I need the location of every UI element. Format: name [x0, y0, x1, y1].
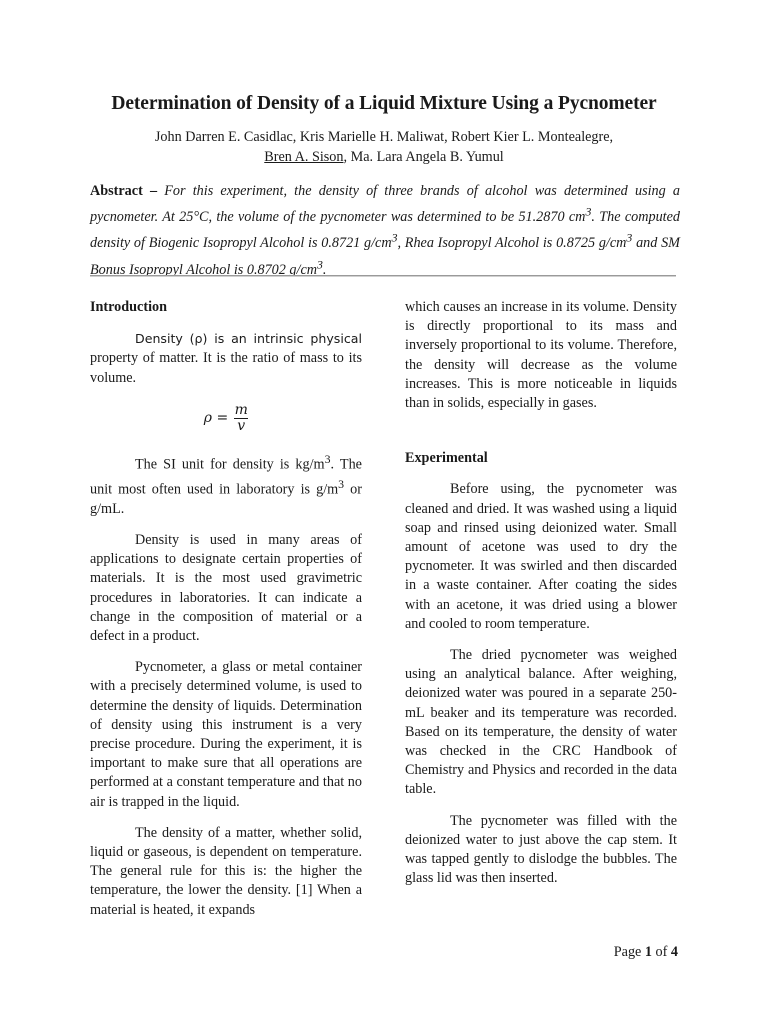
intro-paragraph-3: Density is used in many areas of applications to designate certain properties of materials. It is the most used gravimetric procedures in laboratories. It can indicate a change in the composition of material or a defect in a product.: [90, 531, 362, 644]
formula-numerator: m: [234, 402, 248, 419]
right-column: [405, 298, 677, 900]
authors-line-2-rest: , Ma. Lara Angela B. Yumul: [343, 148, 504, 165]
experimental-paragraph-2: The dried pycnometer was weighed using an analytical balance. After weighing, deionized water was poured in a separate 250-mL beaker and its temperature was recorded. Based on its temperature, the density of water was checked in the CRC Handbook of Chemistry and Physics and recorded in the data table.: [405, 647, 677, 798]
author-list: [0, 128, 768, 167]
intro-paragraph-5: The density of a matter, whether solid, liquid or gaseous, is dependent on temperature. The general rule for this is: the higher the temperature, the lower the density. [1] When a material is heated, it expands: [90, 824, 362, 918]
intro-paragraph-2: The SI unit for density is $kg/m^3$. The unit most often used in laboratory is $g/m^3$ or g/mL.: [90, 451, 362, 517]
abstract-text: For this experiment, the density of three brands of alcohol was determined using a pycnometer. At 25°C, the volume of the pycnometer was determined to be 51.2870 $cm^3$. The computed density of Biogenic Isopropyl Alcohol is 0.8721 $g/cm^3$, Rhea Isopropyl Alcohol is 0.8725 $g/cm^3$ and SM Bonus Isopropyl Alcohol is 0.8702 $g/cm^3$.: [90, 183, 680, 278]
experimental-paragraph-3: The pycnometer was filled with the deionized water to just above the cap stem. It was tapped gently to dislodge the bubbles. The glass lid was then inserted.: [405, 812, 677, 887]
underlined-author: Bren A. Sison: [264, 148, 344, 165]
authors-line-2: [0, 148, 768, 168]
density-formula: [90, 400, 362, 438]
abstract: [90, 181, 680, 280]
formula-denominator: v: [237, 418, 246, 435]
paper-title: Determination of Density of a Liquid Mixture Using a Pycnometer: [111, 93, 657, 114]
introduction-heading: Introduction: [90, 299, 167, 315]
intro-continuation: which causes an increase in its volume. Density is directly proportional to its mass and inversely proportional to its volume. Therefore, the density will decrease as the volume increases. This is more noticeable in liquids than in solids, especially in gases.: [405, 299, 677, 412]
intro-paragraph-1: Density (ρ) is an intrinsic physical property of matter. It is the ratio of mass to its volume.: [90, 331, 362, 386]
experimental-paragraph-1: Before using, the pycnometer was cleaned and dried. It was washed using a liquid soap and rinsed using deionized water. Small amount of acetone was used to dry the pycnometer. It was swirled and then discarded in a waste container. After coating the sides with an acetone, it was dried using a blower and cooled to room temperature.: [405, 481, 677, 632]
formula-lhs: ρ =: [203, 410, 229, 427]
intro-paragraph-4: Pycnometer, a glass or metal container with a precisely determined volume, is used to determine the density of liquids. Determination of density using this instrument is a very precise procedure. During the experiment, it is important to make sure that all operations are performed at a constant temperature and that no air is trapped in the liquid.: [90, 659, 362, 810]
spacer: [405, 425, 677, 449]
experimental-heading: Experimental: [405, 450, 488, 467]
left-column: [90, 298, 362, 932]
section-divider: [90, 275, 676, 277]
abstract-label: Abstract –: [90, 183, 158, 199]
page-number: Page 1 of 4: [613, 944, 678, 960]
authors-line-1: John Darren E. Casidlac, Kris Marielle H. Maliwat, Robert Kier L. Montealegre,: [154, 129, 614, 145]
formula-fraction: [234, 403, 248, 434]
